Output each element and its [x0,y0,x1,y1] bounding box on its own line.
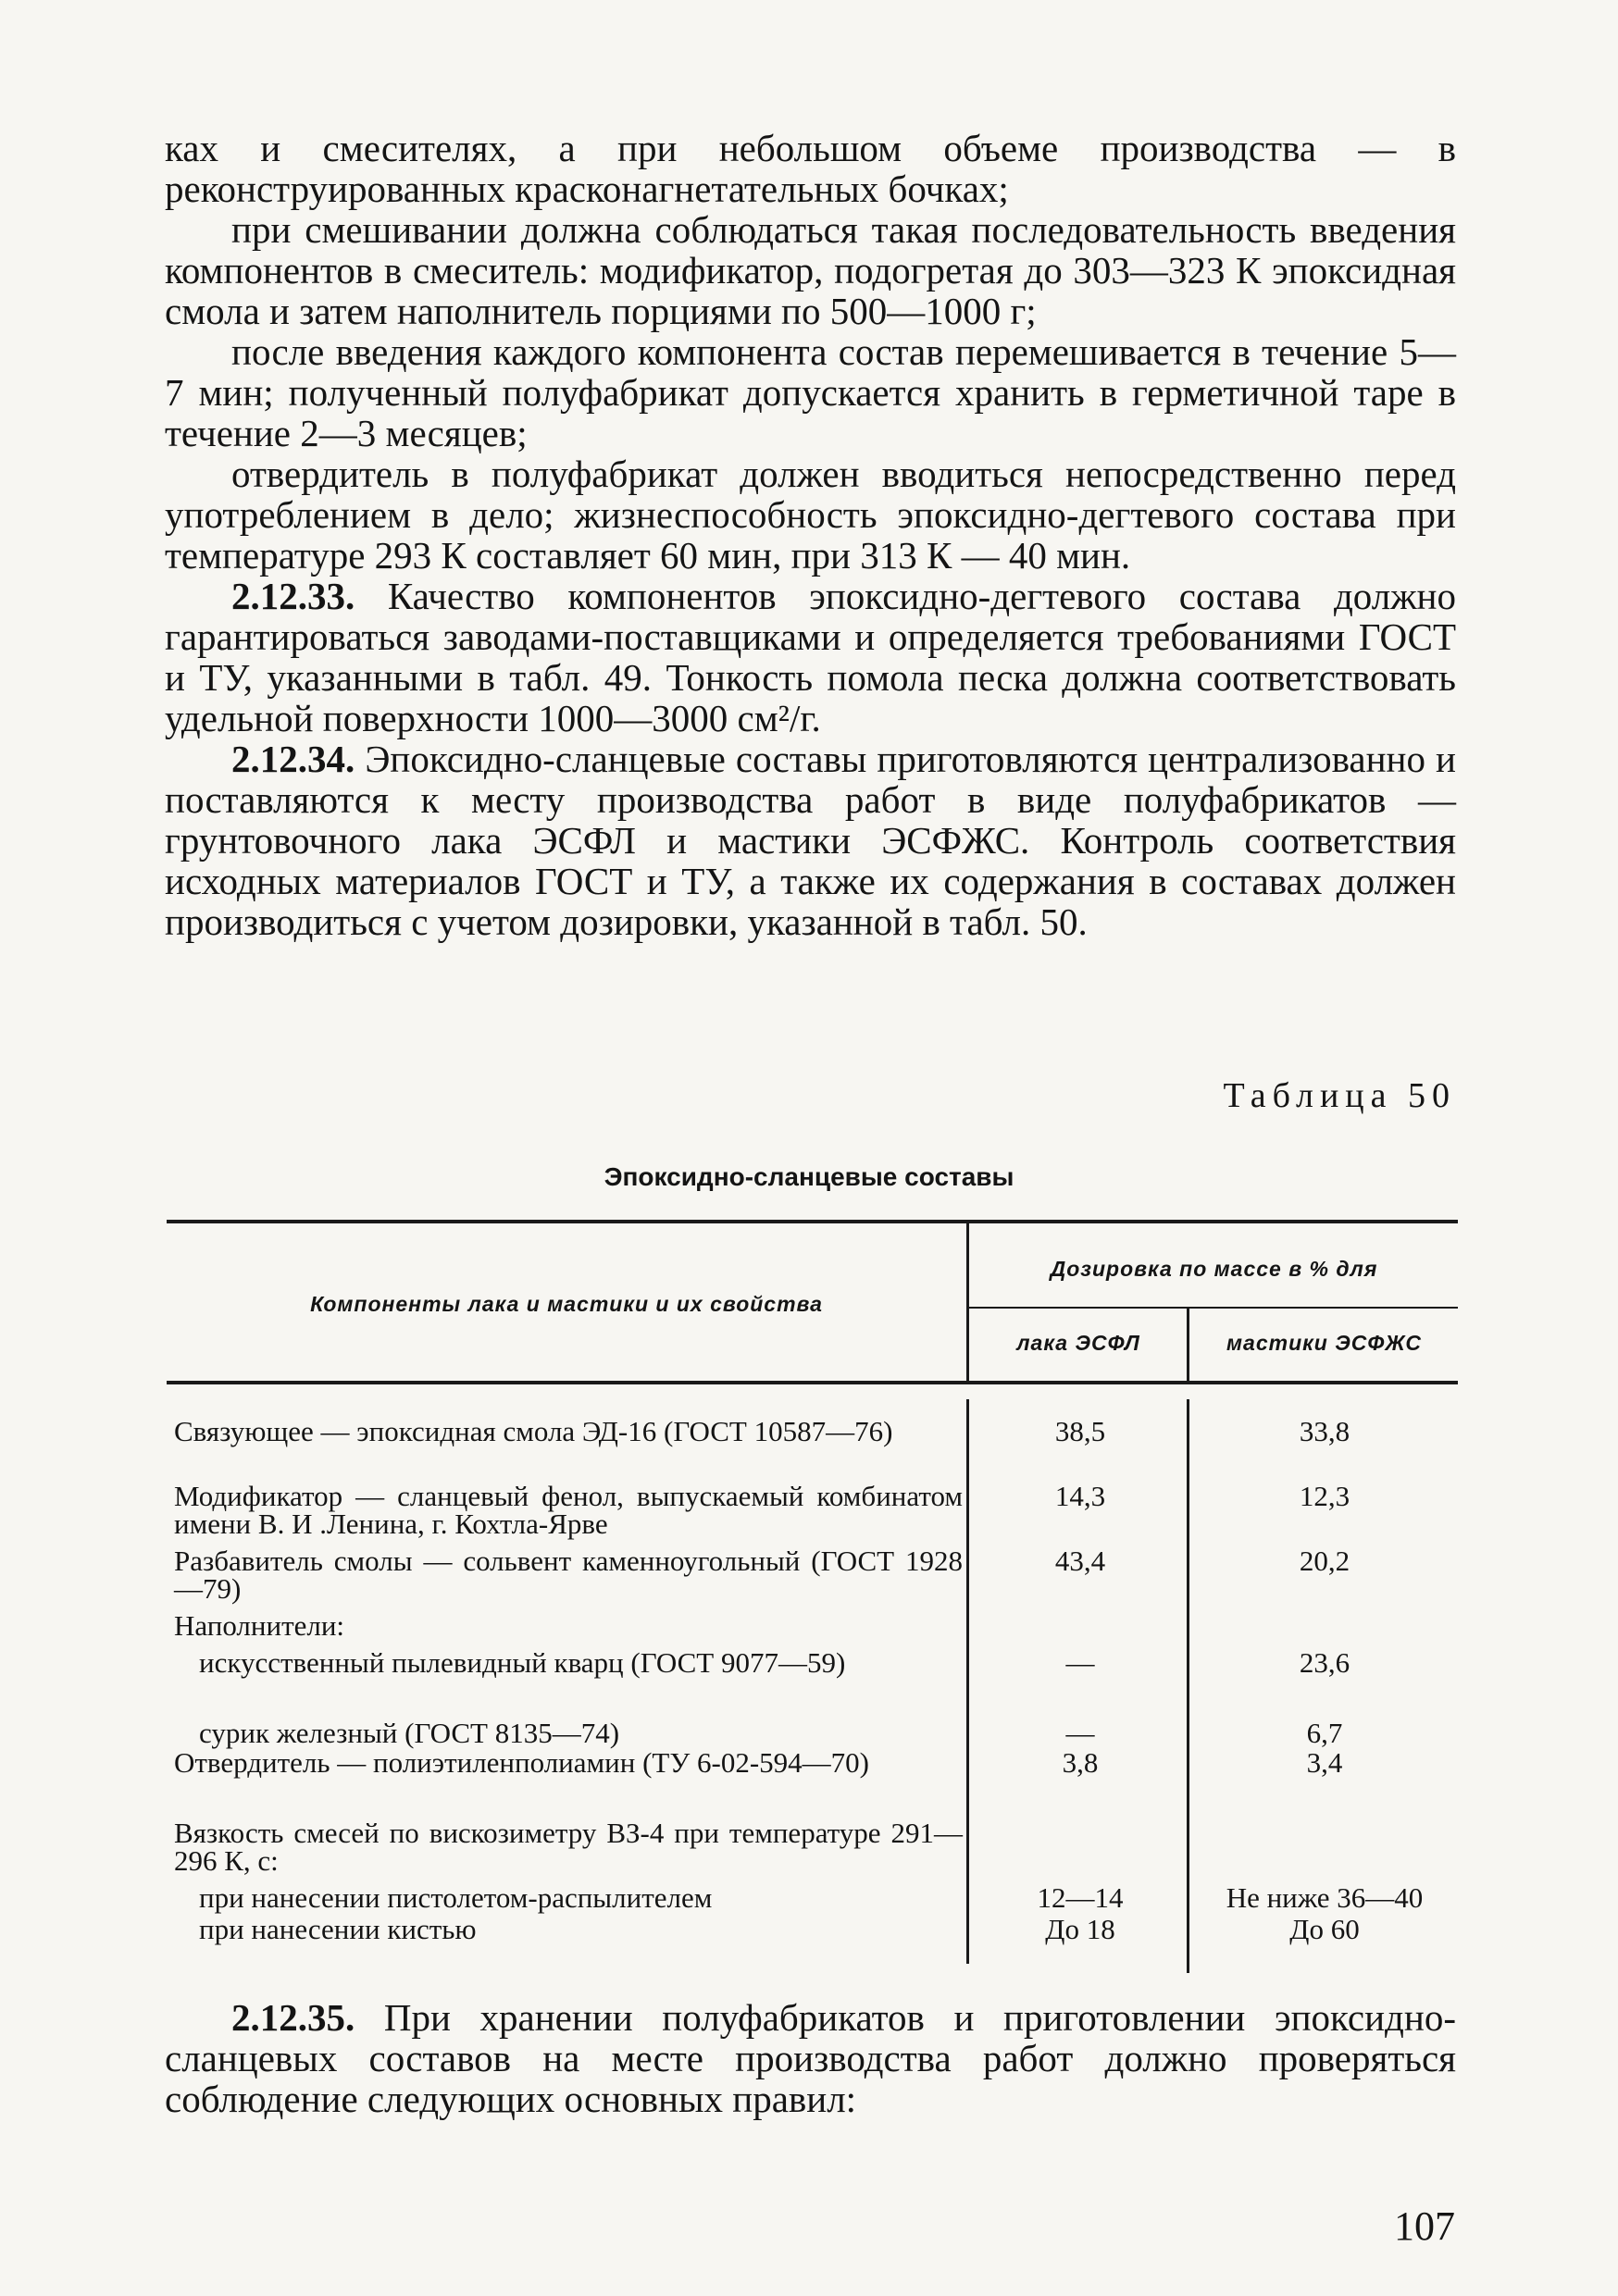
table-body-divider-2 [1187,1399,1189,1973]
table-cell-mastic: 20,2 [1299,1545,1350,1577]
body-text-bottom [165,1997,1456,2119]
section-2-12-35 [165,1997,1456,2119]
table-row-minium: сурик железный (ГОСТ 8135—74) [199,1717,620,1749]
table-cell-mastic: 33,8 [1299,1415,1350,1447]
table-row-thinner: Разбавитель смолы — сольвент каменноугольный (ГОСТ 1928—79) [174,1545,963,1605]
table-cell-lacquer: 3,8 [1062,1746,1099,1779]
table-cell-lacquer: 14,3 [1054,1480,1106,1512]
paragraph-hardener: отвердитель в полуфабрикат должен вводиться непосредственно перед употреблением в дело; жизнеспособность эпоксидно-дегтевого состава при температуре 293 К составляет 60 мин, при 313 К — 40 мин. [165,453,1456,577]
table-subheader-rule [968,1307,1458,1309]
table-header-mastic: мастики ЭСФЖС [1226,1331,1422,1355]
table-cell-mastic: 3,4 [1306,1746,1343,1779]
table-header-rule [167,1381,1458,1384]
section-text: Качество компонентов эпоксидно-дегтевого состава должно гарантироваться заводами-поставщиками и определяется требованиями ГОСТ и ТУ, указанными в табл. 49. Тонкость помола песка должна соответствовать удельной поверхности 1000—3000 см²/г. [165,575,1456,739]
table-top-rule [167,1220,1458,1223]
section-text: При хранении полуфабрикатов и приготовлении эпоксидно-сланцевых составов на месте производства работ должно проверяться соблюдение следующих основных правил: [165,1996,1457,2120]
table-cell-mastic: До 60 [1289,1913,1360,1945]
table-header-dosage: Дозировка по массе в % для [1050,1257,1378,1281]
page-number: 107 [1394,2203,1455,2249]
table-cell-mastic: 23,6 [1299,1646,1350,1679]
section-text: Эпоксидно-сланцевые составы приготовляются централизованно и поставляются к месту производства работ в виде полуфабрикатов — грунтовочного лака ЭСФЛ и мастики ЭСФЖС. Контроль соответствия исходных материалов ГОСТ и ТУ, а также их содержания в составах должен производиться с учетом дозировки, указанной в табл. 50. [165,738,1456,943]
table-row-binder: Связующее — эпоксидная смола ЭД-16 (ГОСТ 10587—76) [174,1415,893,1447]
table-cell-mastic: 12,3 [1299,1480,1350,1512]
table-row-brush: при нанесении кистью [199,1913,477,1945]
table-row-modifier: Модификатор — сланцевый фенол, выпускаемый комбинатом имени В. И .Ленина, г. Кохтла-Ярве [174,1480,963,1540]
table-cell-mastic: 6,7 [1306,1717,1343,1749]
table-subheader-divider [1187,1309,1189,1381]
table-cell-lacquer: 12—14 [1037,1881,1124,1914]
paragraph-continuation: ках и смесителях, а при небольшом объеме производства — в реконструированных красконагнетательных бочках; [165,127,1456,210]
table-label: Таблица 50 [1223,1076,1456,1115]
section-number: 2.12.33. [231,575,355,617]
paragraph-stirring: после введения каждого компонента состав перемешивается в течение 5—7 мин; полученный полуфабрикат допускается хранить в герметичной таре в течение 2—3 месяцев; [165,330,1456,454]
body-text-top [165,128,1456,942]
paragraph-mixing-order: при смешивании должна соблюдаться такая последовательность введения компонентов в смеситель: модификатор, подогретая до 303—323 К эпоксидная смола и затем наполнитель порциями по 500—1000 г; [165,208,1456,332]
section-2-12-34 [165,738,1456,942]
table-row-fillers: Наполнители: [174,1609,345,1642]
table-cell-lacquer: — [1065,1717,1095,1749]
table-cell-lacquer: До 18 [1045,1913,1115,1945]
table-row-hardener: Отвердитель — полиэтиленполиамин (ТУ 6-02-594—70) [174,1746,869,1779]
table-cell-lacquer: 43,4 [1054,1545,1106,1577]
table-cell-lacquer: 38,5 [1054,1415,1106,1447]
table-header-divider [966,1223,969,1381]
table-row-viscosity: Вязкость смесей по вискозиметру ВЗ-4 при температуре 291—296 К, с: [174,1817,963,1877]
section-number: 2.12.35. [231,1996,355,2039]
section-2-12-33 [165,576,1456,738]
section-number: 2.12.34. [231,738,355,780]
table-cell-lacquer: — [1065,1646,1095,1679]
table-cell-mastic: Не ниже 36—40 [1226,1881,1424,1914]
table-body-divider-1 [966,1399,969,1964]
table-title: Эпоксидно-сланцевые составы [604,1162,1014,1191]
table-header-components: Компоненты лака и мастики и их свойства [310,1292,823,1316]
table-row-quartz: искусственный пылевидный кварц (ГОСТ 9077—59) [199,1646,846,1679]
table-header-lacquer: лака ЭСФЛ [1016,1331,1140,1355]
table-row-spray: при нанесении пистолетом-распылителем [199,1881,713,1914]
